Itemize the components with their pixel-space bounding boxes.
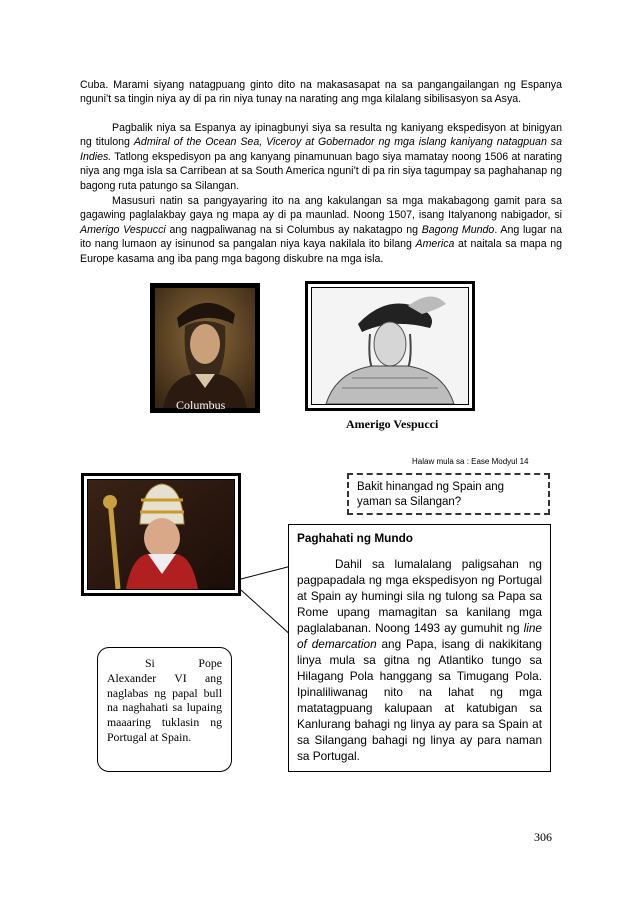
info-box-title: Paghahati ng Mundo xyxy=(297,531,413,545)
question-text: Bakit hinangad ng Spain ang yaman sa Silangan? xyxy=(357,481,505,508)
intro-paragraph-3-text: Masusuri natin sa pangyayaring ito na ang kakulangan sa mga makabagong gamit para sa gagawing paglalakbay gaya ng mapa ay di pa maunlad. Noong 1507, isang Italyanong nabigador, si xyxy=(80,195,562,222)
intro-paragraph-1-text: Cuba. Marami siyang natagpuang ginto dito na makasasapat na sa pangangailangan ng Espanya nguni’t sa tingin niya ay di pa rin niya tunay na narating ang mga kilalang sibilisasyon sa Asya. xyxy=(80,79,562,106)
pope-callout xyxy=(97,647,232,772)
america-term: America xyxy=(415,238,455,251)
image-source: Halaw mula sa : Ease Modyul 14 xyxy=(412,457,529,466)
vespucci-name: Amerigo Vespucci xyxy=(80,223,166,236)
info-box xyxy=(288,524,551,772)
intro-paragraph-3-mid: ang nagpaliwanag na si Columbus ay nakatagpo ng xyxy=(165,223,422,236)
pope-callout-text: Si Pope Alexander VI ang naglabas ng papal bull na naghahati sa lupaing maaaring tuklasin ng Portugal at Spain. xyxy=(107,656,222,744)
page-number: 306 xyxy=(534,830,552,844)
vespucci-caption: Amerigo Vespucci xyxy=(346,417,439,431)
line-of-demarcation-term: line of demarcation xyxy=(297,621,542,651)
intro-paragraph-2-text: Pagbalik niya sa Espanya ay ipinagbunyi siya sa resulta ng kaniyang ekspedisyon at binigyan ng titulong xyxy=(80,122,562,149)
intro-paragraph-3-mid2: . Ang lugar na ito nang lumaon ay isinunod sa pangalan niya kaya nakilala ito bilang xyxy=(80,223,562,251)
bagong-mundo-term: Bagong Mundo xyxy=(421,223,495,236)
columbus-caption: Columbus xyxy=(176,398,226,412)
info-box-body xyxy=(297,556,542,764)
admiral-title: Admiral of the Ocean Sea, Viceroy at Gobernador ng mga islang kaniyang natagpuan sa Indies. xyxy=(80,136,562,163)
info-box-body-rest: ang Papa, isang di nakikitang linya mula sa gitna ng Atlantiko tungo sa Hilagang Pola hanggang sa Timugang Pola. Ipinaliliwanag nito na lahat ng mga matatagpuang kalupaan at katubigan sa Kanlurang bahagi ng linya ay para sa Spain at sa Silangang bahagi ng linya ay para naman sa Portugal. xyxy=(297,637,542,763)
intro-paragraph-2-rest: Tatlong ekspedisyon pa ang kanyang pinamunuan bago siya mamatay noong 1506 at narating niya ang mga isla sa Carribean at sa South America nguni’t di pa rin siya tagumpay sa paghahanap ng bagong ruta patungo sa Silangan. xyxy=(80,150,562,192)
intro-paragraph-3-end: at naitala sa mapa ng Europe kasama ang iba pang mga bagong diskubre na mga isla. xyxy=(80,238,562,265)
pope-to-info-line-2 xyxy=(241,590,293,637)
info-box-body-text: Dahil sa lumalalang paligsahan ng pagpapadala ng mga ekspedisyon ng Portugal at Spain ay humingi sila ng tulong sa Papa sa Rome upang mamagitan sa kanilang mga paglalabanan. Noong 1493 ay gumuhit ng xyxy=(297,557,542,635)
